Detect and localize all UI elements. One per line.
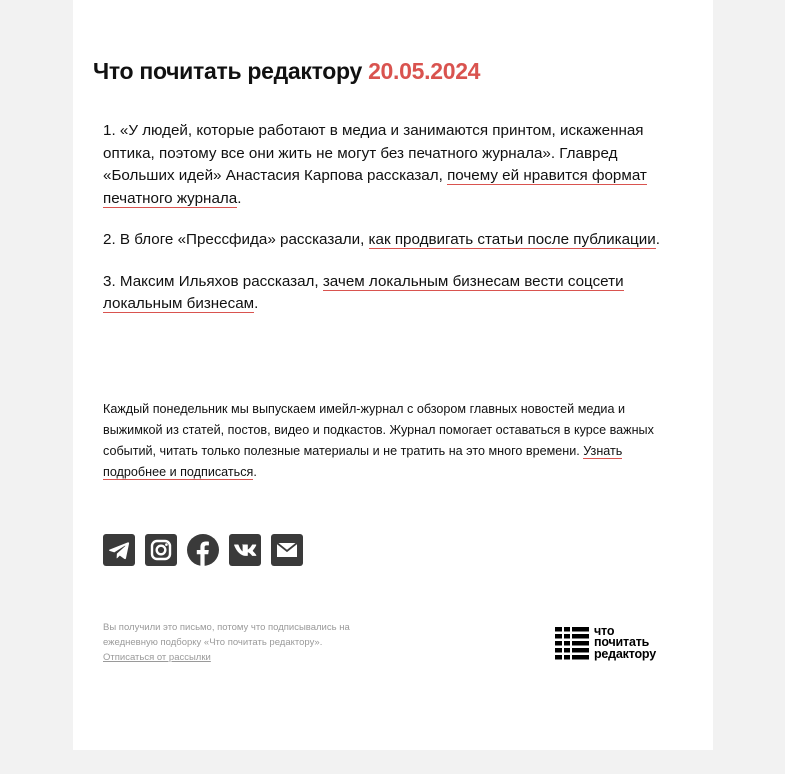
list-item (103, 271, 688, 316)
article-link[interactable]: почему ей нравится формат печатного журнала (103, 167, 647, 207)
title-date: 20.05.2024 (368, 58, 481, 84)
item-end: . (655, 231, 660, 248)
footer-note (103, 620, 393, 665)
logo-line-3: редактору (594, 646, 656, 661)
social-links (103, 534, 313, 566)
logo-text (594, 623, 656, 661)
list-item (103, 229, 688, 252)
page-title (93, 58, 480, 85)
logo[interactable] (555, 623, 685, 663)
about-end: . (253, 465, 257, 479)
footer-note-text: Вы получили это письмо, потому что подписывались на ежедневную подборку «Что почитать редактору». (103, 622, 350, 648)
subscribe-link[interactable]: Узнать подробнее и подписаться (103, 444, 623, 479)
logo-line-1: что (594, 623, 615, 638)
list-item (103, 120, 688, 210)
item-text: 2. В блоге «Прессфида» рассказали, (103, 231, 369, 248)
facebook-icon[interactable] (187, 534, 219, 566)
about-body: Каждый понедельник мы выпускаем имейл-журнал с обзором главных новостей медиа и выжимкой из статей, постов, видео и подкастов. Журнал помогает оставаться в курсе важных событий, читать только полезные материалы и не тратить на это много времени. (103, 402, 654, 458)
vk-icon[interactable] (229, 534, 261, 566)
unsubscribe-link[interactable]: Отписаться от рассылки (103, 652, 211, 663)
email-card (73, 0, 713, 750)
telegram-icon[interactable] (103, 534, 135, 566)
item-end: . (237, 189, 242, 207)
article-link[interactable]: зачем локальным бизнесам вести соцсети локальным бизнесам (103, 272, 624, 312)
article-list (103, 120, 688, 335)
email-icon[interactable] (271, 534, 303, 566)
item-text: 3. Максим Ильяхов рассказал, (103, 272, 323, 290)
article-link[interactable]: как продвигать статьи после публикации (368, 231, 656, 248)
item-end: . (254, 295, 259, 312)
about-text (103, 399, 688, 483)
item-text: 1. «У людей, которые работают в медиа и занимаются принтом, искаженная оптика, поэтому все они жить не могут без печатного журнала». Главред «Больших идей» Анастасия Карпова рассказал, (103, 122, 644, 184)
title-text: Что почитать редактору (93, 58, 362, 84)
logo-line-2: почитать (594, 635, 650, 650)
logo-mark-icon (555, 626, 589, 660)
instagram-icon[interactable] (145, 534, 177, 566)
